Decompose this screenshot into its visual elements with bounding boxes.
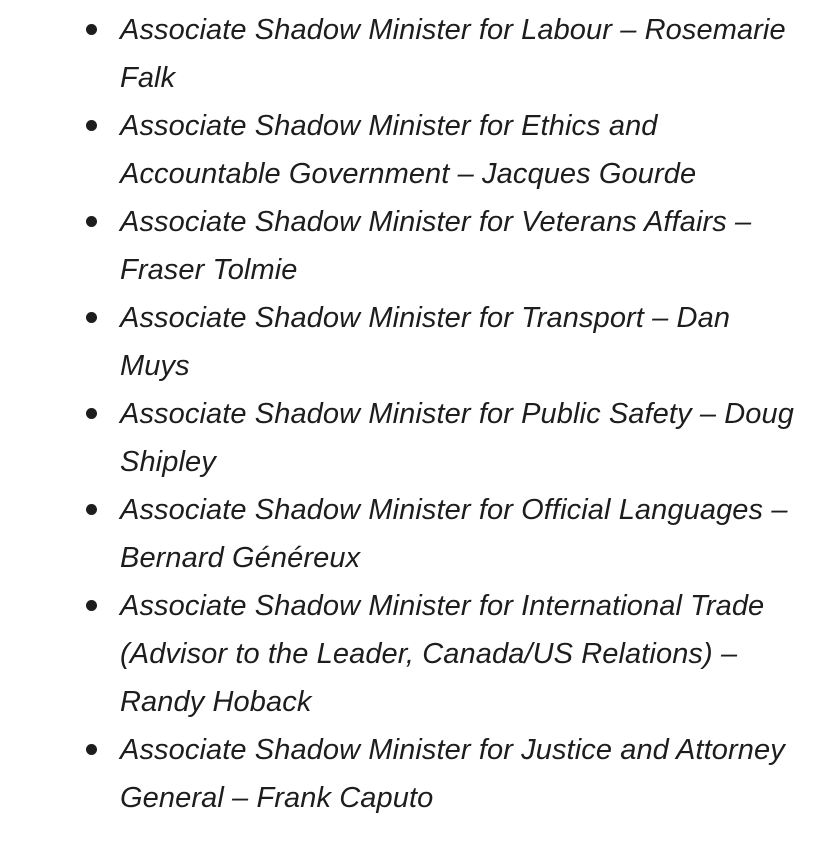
dash: –	[720, 638, 738, 670]
bullet-icon	[86, 744, 97, 755]
person-name: Rosemarie Falk	[120, 14, 786, 94]
dash: –	[232, 782, 249, 814]
item-text	[120, 486, 800, 582]
item-text	[120, 726, 800, 822]
bullet-icon	[86, 120, 97, 131]
item-text	[120, 294, 800, 390]
list-item	[0, 102, 828, 198]
minister-list	[0, 6, 828, 822]
person-name: Doug Shipley	[120, 398, 794, 478]
item-text	[120, 582, 800, 726]
item-text	[120, 390, 800, 486]
list-item	[0, 294, 828, 390]
dash: –	[735, 206, 752, 238]
list-item	[0, 390, 828, 486]
role-text: Associate Shadow Minister for Public Safety	[120, 398, 692, 430]
list-item	[0, 198, 828, 294]
role-text: Associate Shadow Minister for Justice and Attorney General	[120, 734, 785, 814]
dash: –	[652, 302, 669, 334]
person-name: Randy Hoback	[120, 686, 312, 718]
person-name: Fraser Tolmie	[120, 254, 298, 286]
bullet-icon	[86, 24, 97, 35]
role-text: Associate Shadow Minister for International Trade (Advisor to the Leader, Canada/US Relations)	[120, 590, 765, 670]
person-name: Bernard Généreux	[120, 542, 361, 574]
item-text	[120, 6, 800, 102]
list-item	[0, 582, 828, 726]
bullet-icon	[86, 312, 97, 323]
list-item	[0, 6, 828, 102]
role-text: Associate Shadow Minister for Official Languages	[120, 494, 764, 526]
role-text: Associate Shadow Minister for Transport	[120, 302, 644, 334]
dash: –	[457, 158, 474, 190]
item-text	[120, 198, 800, 294]
item-text	[120, 102, 800, 198]
role-text: Associate Shadow Minister for Veterans Affairs	[120, 206, 727, 238]
person-name: Dan Muys	[120, 302, 731, 382]
dash: –	[699, 398, 717, 430]
document-body	[0, 6, 828, 822]
role-text: Associate Shadow Minister for Labour	[120, 14, 613, 46]
bullet-icon	[86, 504, 97, 515]
bullet-icon	[86, 216, 97, 227]
dash: –	[620, 14, 637, 46]
list-item	[0, 726, 828, 822]
person-name: Jacques Gourde	[482, 158, 697, 190]
role-text: Associate Shadow Minister for Ethics and Accountable Government	[120, 110, 658, 190]
bullet-icon	[86, 408, 97, 419]
dash: –	[771, 494, 788, 526]
person-name: Frank Caputo	[256, 782, 434, 814]
list-item	[0, 486, 828, 582]
bullet-icon	[86, 600, 97, 611]
